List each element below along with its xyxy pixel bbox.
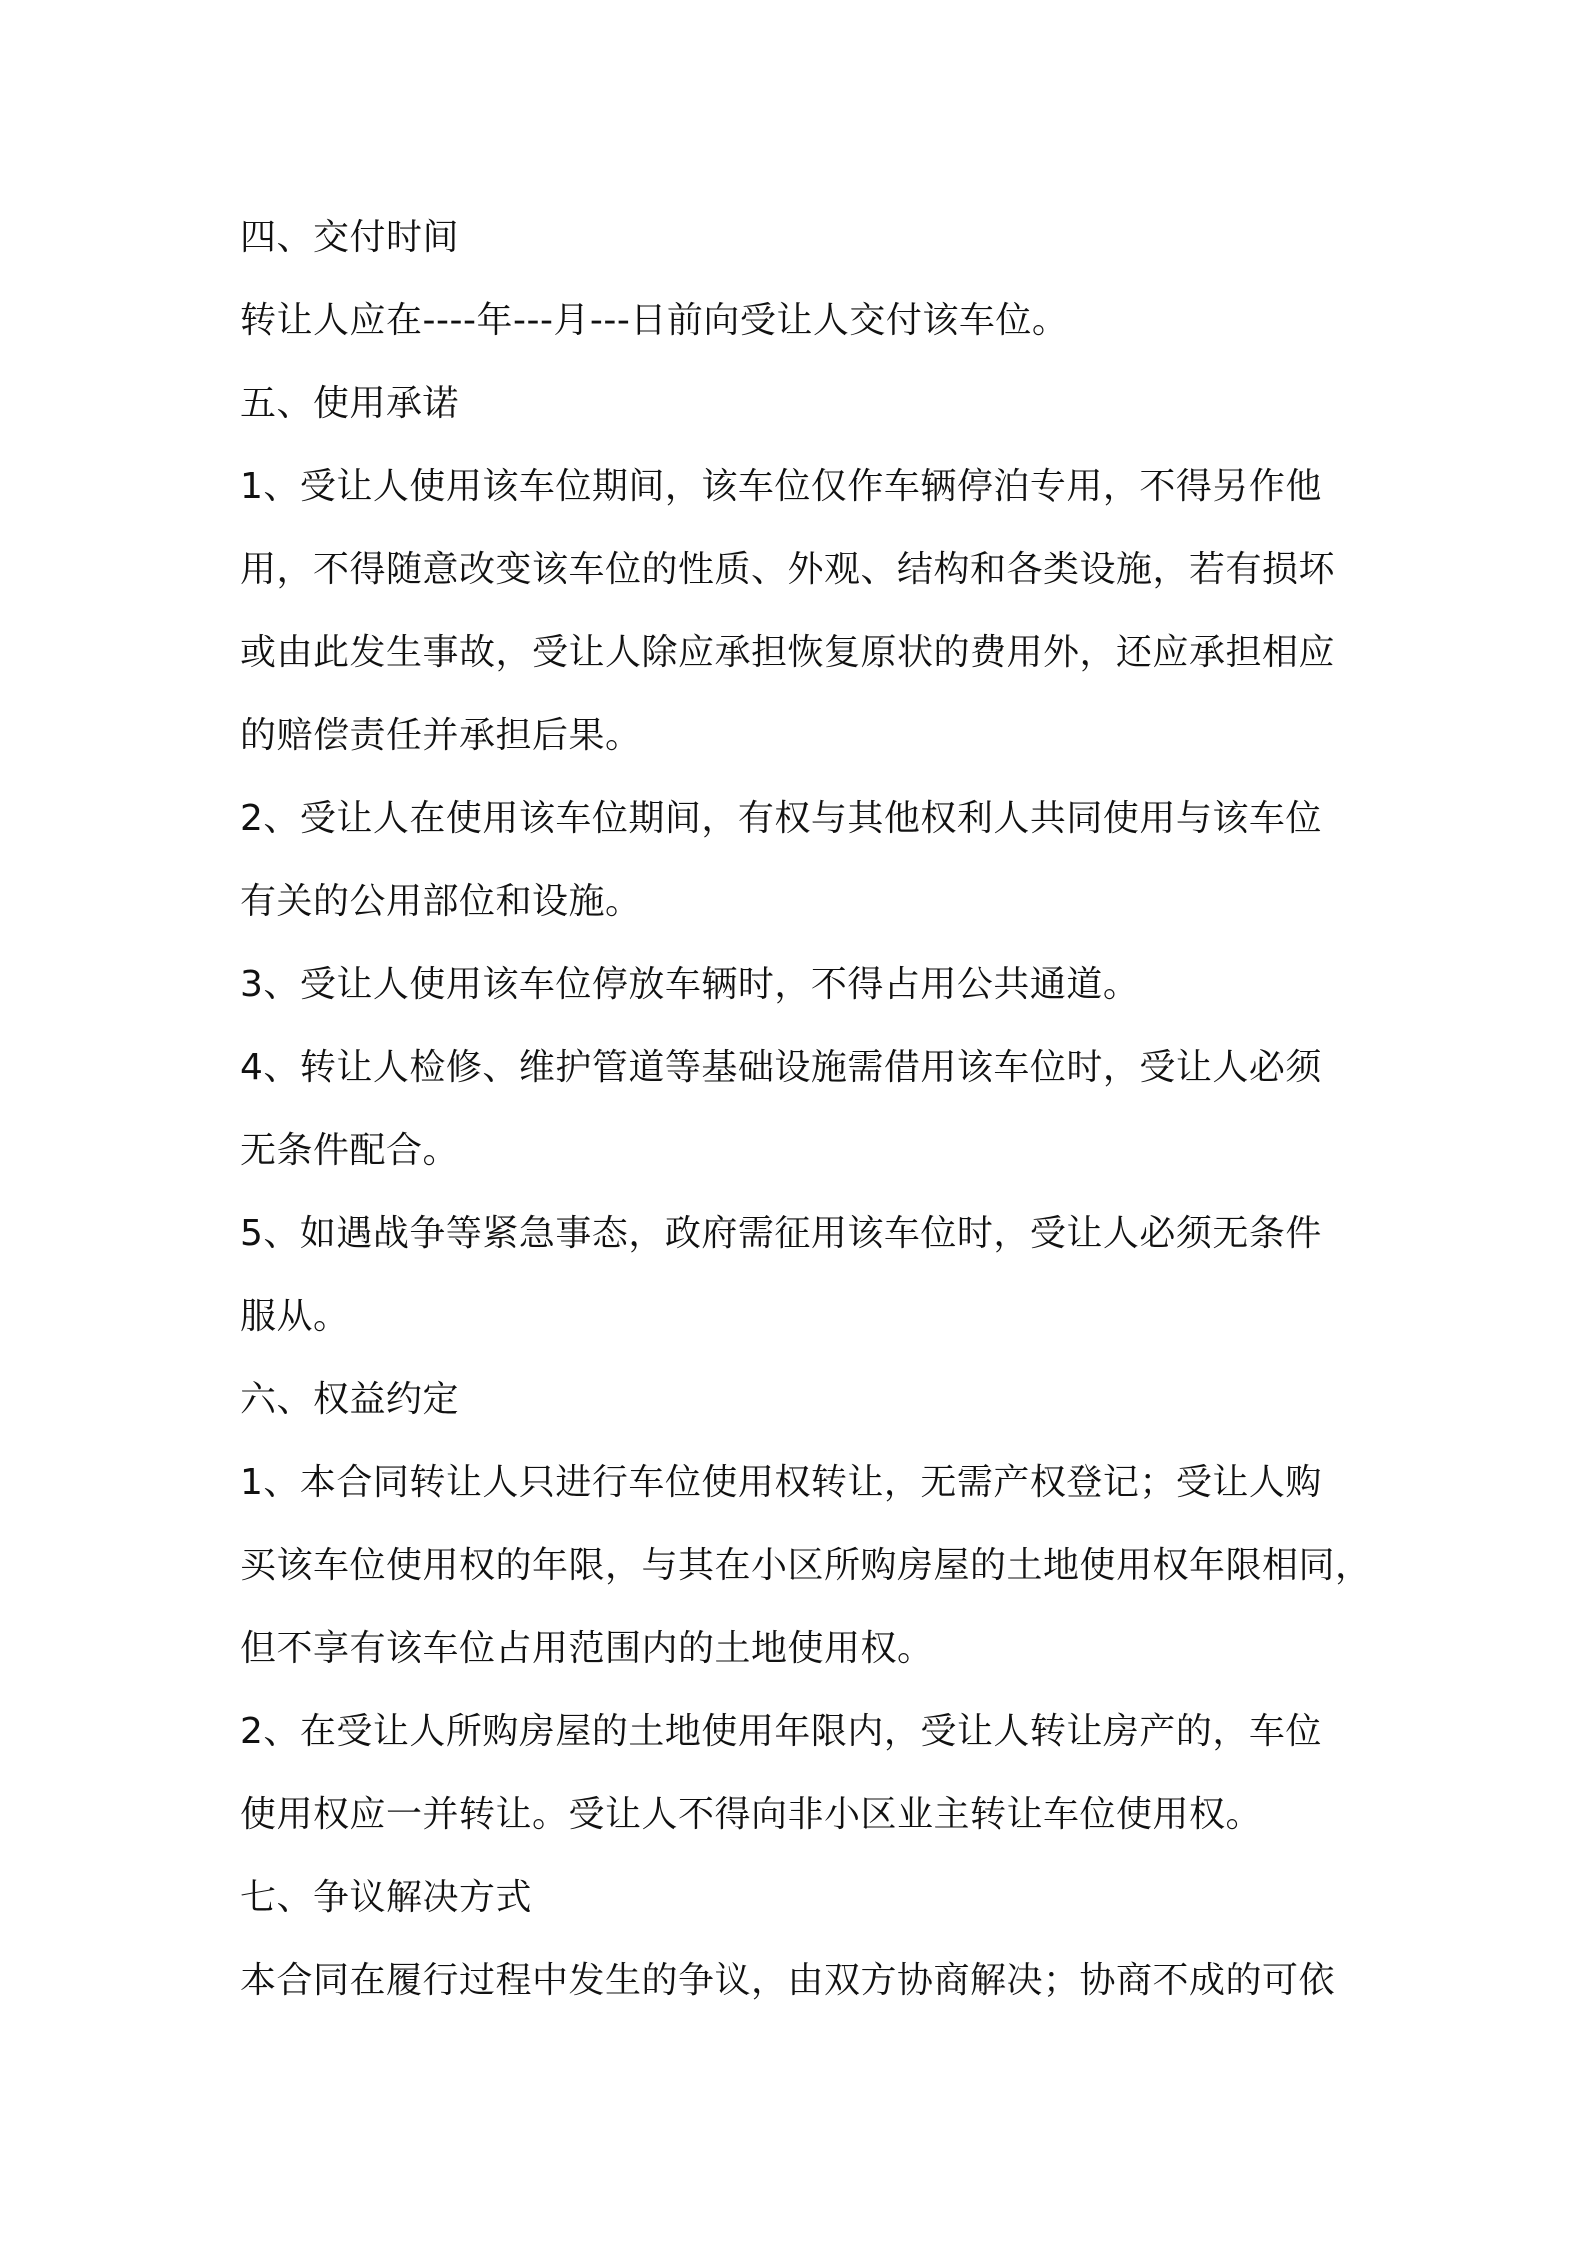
paragraph-line: 3、受让人使用该车位停放车辆时，不得占用公共通道。 [240,964,1140,1005]
paragraph-line: 服从。 [240,1296,350,1337]
section-heading-rights-agreement: 六、权益约定 [240,1379,460,1420]
paragraph-line: 1、受让人使用该车位期间，该车位仅作车辆停泊专用，不得另作他 [240,466,1322,507]
paragraph-line: 转让人应在----年---月---日前向受让人交付该车位。 [240,300,1069,341]
contract-text [240,196,1380,2022]
section-heading-usage-commitment: 五、使用承诺 [240,383,460,424]
section-heading-delivery-time: 四、交付时间 [240,217,460,258]
paragraph-line: 或由此发生事故，受让人除应承担恢复原状的费用外，还应承担相应 [240,632,1336,673]
paragraph-line: 用，不得随意改变该车位的性质、外观、结构和各类设施，若有损坏 [240,549,1336,590]
paragraph-line: 4、转让人检修、维护管道等基础设施需借用该车位时，受让人必须 [240,1047,1322,1088]
paragraph-line: 本合同在履行过程中发生的争议，由双方协商解决；协商不成的可依 [240,1960,1336,2001]
paragraph-line: 无条件配合。 [240,1130,460,1171]
paragraph-line: 2、受让人在使用该车位期间，有权与其他权利人共同使用与该车位 [240,798,1322,839]
paragraph-line: 5、如遇战争等紧急事态，政府需征用该车位时，受让人必须无条件 [240,1213,1322,1254]
paragraph-line: 使用权应一并转让。受让人不得向非小区业主转让车位使用权。 [240,1794,1263,1835]
paragraph-line: 1、本合同转让人只进行车位使用权转让，无需产权登记；受让人购 [240,1462,1322,1503]
paragraph-line: 的赔偿责任并承担后果。 [240,715,642,756]
paragraph-line: 但不享有该车位占用范围内的土地使用权。 [240,1628,934,1669]
section-heading-dispute-resolution: 七、争议解决方式 [240,1877,533,1918]
paragraph-line: 买该车位使用权的年限，与其在小区所购房屋的土地使用权年限相同， [240,1545,1372,1586]
paragraph-line: 2、在受让人所购房屋的土地使用年限内，受让人转让房产的，车位 [240,1711,1322,1752]
paragraph-line: 有关的公用部位和设施。 [240,881,642,922]
